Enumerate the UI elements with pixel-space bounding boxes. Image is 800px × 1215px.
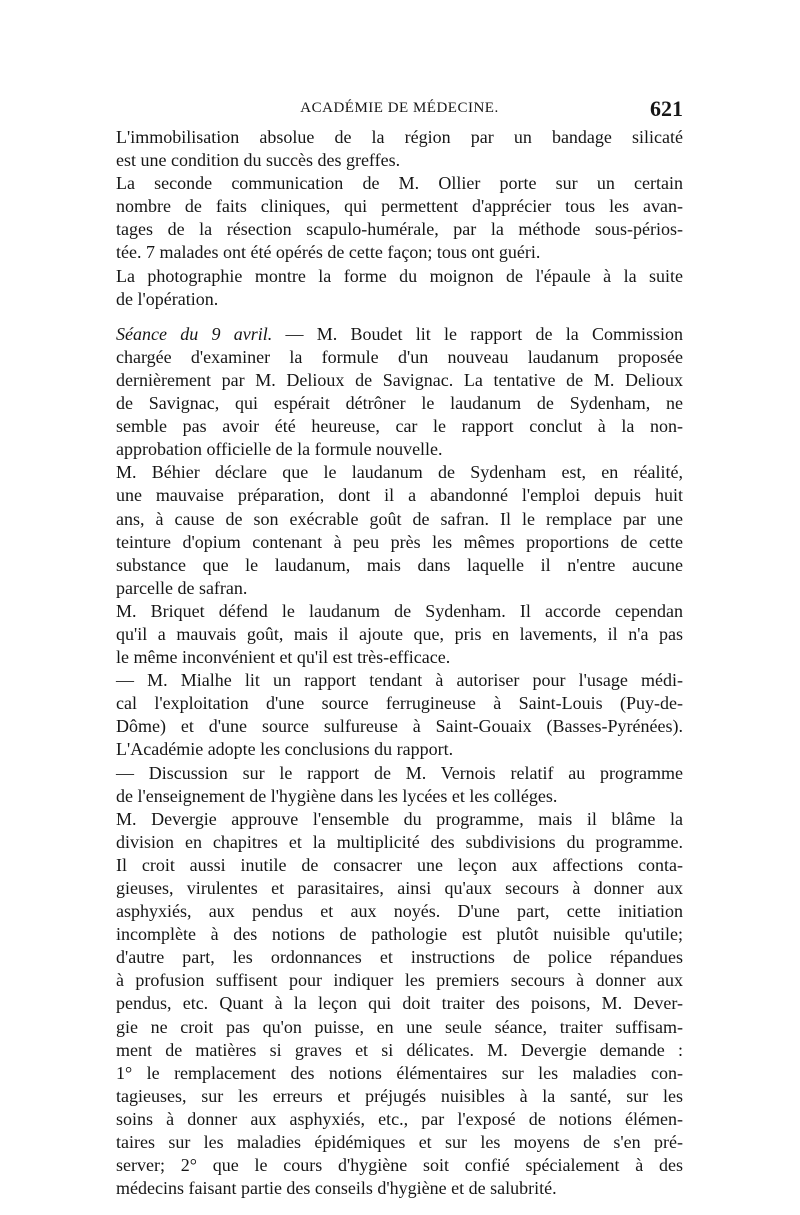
text-line: incomplète à des notions de pathologie est plutôt nuisible qu'utile; <box>116 924 683 945</box>
text-line: dernièrement par M. Delioux de Savignac. La tentative de M. Delioux <box>116 369 683 390</box>
text-line: teinture d'opium contenant à peu près les mêmes proportions de cette <box>116 531 683 552</box>
paragraph-mialhe <box>116 669 683 761</box>
seance-date: Séance du 9 avril. <box>116 323 273 344</box>
text-line: à profusion suffisent pour indiquer les premiers secours à donner aux <box>116 970 683 991</box>
text-line: Il croit aussi inutile de consacrer une leçon aux affections conta- <box>116 854 683 875</box>
text-line: une mauvaise préparation, dont il a abandonné l'emploi depuis huit <box>116 485 683 506</box>
text-line: ans, à cause de son exécrable goût de safran. Il le remplace par une <box>116 508 683 529</box>
text-line: L'immobilisation absolue de la région par un bandage silicaté <box>116 127 683 147</box>
text-line: M. Briquet défend le laudanum de Sydenham. Il accorde cependan <box>116 600 683 621</box>
section-spacer <box>116 311 683 323</box>
text-line: taires sur les maladies épidémiques et sur les moyens de s'en pré- <box>116 1132 683 1153</box>
text-line: qu'il a mauvais goût, mais il ajoute que, pris en lavements, il n'a pas <box>116 623 683 644</box>
text-line: approbation officielle de la formule nouvelle. <box>116 439 443 460</box>
text-line: substance que le laudanum, mais dans laquelle il n'entre aucune <box>116 554 683 575</box>
text-line: tée. 7 malades ont été opérés de cette façon; tous ont guéri. <box>116 242 541 263</box>
paragraph-behier <box>116 461 683 600</box>
page-number: 621 <box>650 96 683 121</box>
text-line: L'Académie adopte les conclusions du rapport. <box>116 739 454 760</box>
paragraph-seance <box>116 323 683 462</box>
text-line: ment de matières si graves et si délicates. M. Devergie demande : <box>116 1039 683 1060</box>
text-line: — Discussion sur le rapport de M. Vernois relatif au programme <box>116 762 683 783</box>
text-line: M. Béhier déclare que le laudanum de Sydenham est, en réalité, <box>116 462 683 483</box>
running-title: ACADÉMIE DE MÉDECINE. <box>300 100 499 116</box>
text-line: server; 2° que le cours d'hygiène soit confié spécialement à des <box>116 1155 683 1176</box>
seance-first-line <box>116 323 683 346</box>
text-line: cal l'exploitation d'une source ferrugineuse à Saint-Louis (Puy-de- <box>116 693 683 714</box>
text-line: 1° le remplacement des notions élémentaires sur les maladies con- <box>116 1062 683 1083</box>
text-line: d'autre part, les ordonnances et instructions de police répandues <box>116 947 683 968</box>
paragraph-vernois <box>116 762 683 808</box>
document-page <box>116 96 683 1200</box>
text-line: tagieuses, sur les erreurs et préjugés nuisibles à la santé, sur les <box>116 1085 683 1106</box>
paragraph-photographie <box>116 265 683 311</box>
seance-first-line-text: — M. Boudet lit le rapport de la Commission <box>272 323 683 344</box>
text-line: parcelle de safran. <box>116 577 248 598</box>
text-line: — M. Mialhe lit un rapport tendant à autoriser pour l'usage médi- <box>116 670 683 691</box>
text-line: pendus, etc. Quant à la leçon qui doit traiter des poisons, M. Dever- <box>116 993 683 1014</box>
text-line: asphyxiés, aux pendus et aux noyés. D'une part, cette initiation <box>116 901 683 922</box>
text-line: de Savignac, qui espérait détrôner le laudanum de Sydenham, ne <box>116 393 683 414</box>
text-line: nombre de faits cliniques, qui permettent d'apprécier tous les avan- <box>116 196 683 217</box>
running-header <box>116 96 683 126</box>
text-line: gie ne croit pas qu'on puisse, en une seule séance, traiter suffisam- <box>116 1016 683 1037</box>
text-line: gieuses, virulentes et parasitaires, ainsi qu'aux secours à donner aux <box>116 878 683 898</box>
text-line: tages de la résection scapulo-humérale, par la méthode sous-périos- <box>116 219 683 240</box>
text-line: est une condition du succès des greffes. <box>116 150 401 171</box>
text-line: chargée d'examiner la formule d'un nouveau laudanum proposée <box>116 346 683 367</box>
text-line: le même inconvénient et qu'il est très-efficace. <box>116 647 451 668</box>
paragraph-greffes <box>116 126 683 172</box>
paragraph-briquet <box>116 600 683 669</box>
text-line: médecins faisant partie des conseils d'hygiène et de salubrité. <box>116 1178 557 1199</box>
text-line: soins à donner aux asphyxiés, etc., par l'exposé de notions élémen- <box>116 1108 683 1129</box>
text-line: La seconde communication de M. Ollier porte sur un certain <box>116 173 683 194</box>
text-line: de l'opération. <box>116 288 219 309</box>
text-line: M. Devergie approuve l'ensemble du programme, mais il blâme la <box>116 808 683 829</box>
paragraph-ollier <box>116 172 683 264</box>
text-line: de l'enseignement de l'hygiène dans les lycées et les colléges. <box>116 785 558 806</box>
text-line: Dôme) et d'une source sulfureuse à Saint-Gouaix (Basses-Pyrénées). <box>116 716 683 737</box>
text-line: La photographie montre la forme du moignon de l'épaule à la suite <box>116 265 683 286</box>
paragraph-devergie <box>116 808 683 1201</box>
text-line: division en chapitres et la multiplicité des subdivisions du programme. <box>116 831 683 852</box>
text-line: semble pas avoir été heureuse, car le rapport conclut à la non- <box>116 416 683 437</box>
